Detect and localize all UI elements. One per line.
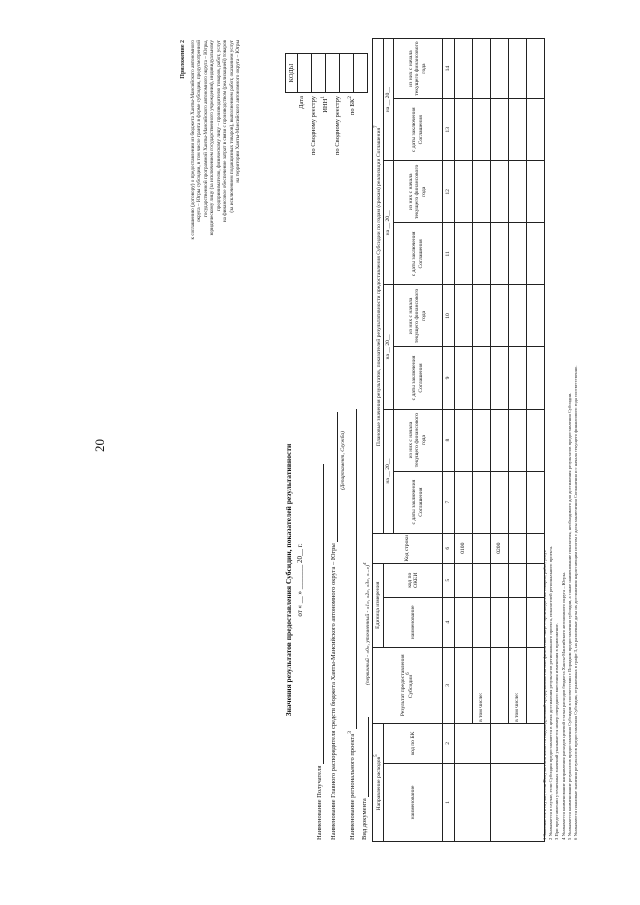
footnotes (542, 40, 579, 840)
date-label: Дата (298, 96, 305, 109)
project-field (347, 409, 357, 840)
document-date: от « __ » _______ 20__ г. (296, 543, 304, 617)
cell (490, 763, 544, 841)
footnote: 1 Заполняется в случае, если Получателем является индивидуальный предприниматель или физическое лицо – производитель товаров, работ, услуг. (542, 549, 547, 840)
table-row (454, 39, 472, 842)
cell (454, 347, 472, 409)
appendix-line: государственной программой Ханты-Мансийского автономного округа – Югры, (202, 40, 209, 218)
registry2-label: по Сводному реестру (334, 96, 341, 156)
recipient-field (316, 464, 324, 840)
column-number-row (442, 39, 454, 842)
cell (490, 471, 508, 533)
bk-label (347, 96, 357, 115)
table-row (490, 39, 508, 842)
period-header: на __ 20__ (384, 39, 393, 161)
direction-header-text: Направление расходов (375, 756, 382, 811)
cell (472, 597, 490, 647)
cell (454, 223, 472, 285)
cell (454, 99, 472, 161)
column-number: 5 (442, 563, 454, 597)
cell (472, 161, 490, 223)
period-sub-header: с даты заключения Соглашения (393, 223, 442, 285)
cell (508, 161, 526, 223)
period-sub-header: из них с начала текущего финансового года (393, 161, 442, 223)
cell (454, 763, 490, 841)
cell (490, 409, 508, 471)
cell (454, 471, 472, 533)
line-code-header: Код строки (373, 533, 443, 563)
column-number: 1 (442, 763, 454, 841)
cell (472, 347, 490, 409)
footnote: 4 Указывается наименование направления расходов целевой статьи расходов бюджета Ханты-Мансийского автономного округа – Югры. (560, 572, 566, 840)
column-number: 9 (442, 347, 454, 409)
inn-text: ИНН (322, 98, 330, 113)
cell (472, 563, 490, 597)
appendix-line: округа – Югры субсидии, в том числе гранта в форме субсидии, предусмотренной (196, 40, 202, 223)
cell (472, 409, 490, 471)
inn-label (320, 96, 330, 113)
cell (508, 563, 526, 597)
column-number: 7 (442, 471, 454, 533)
cell (508, 409, 526, 471)
appendix-line: предпринимателю, физическому лицу – производителю товаров, работ, услуг (215, 40, 222, 211)
bk-text: по БК (349, 98, 357, 116)
column-number: 11 (442, 223, 454, 285)
column-number: 6 (442, 533, 454, 563)
code-cell-registry2 (340, 54, 354, 93)
column-number: 10 (442, 285, 454, 347)
column-number: 2 (442, 723, 454, 763)
cell (508, 597, 526, 647)
cell (490, 597, 508, 647)
doc-type-label: Вид документа (361, 798, 368, 840)
direction-header (373, 723, 384, 841)
period-sub-header: с даты заключения Соглашения (393, 471, 442, 533)
recipient-blank (323, 464, 324, 764)
inn-footnote-mark: 1 (320, 96, 326, 99)
period-sub-header: из них с начала текущего финансового года (393, 409, 442, 471)
result-cell (454, 647, 472, 723)
line-code-cell: 0100 (454, 533, 472, 563)
appendix-title: Приложение 2 (180, 40, 186, 79)
doc-type-field (361, 717, 369, 840)
cell (454, 285, 472, 347)
unit-header: Единица измерения (373, 563, 384, 647)
cell (508, 471, 526, 533)
manager-blank (337, 412, 338, 542)
result-footnote-mark: 6 (406, 672, 412, 675)
line-code-cell (508, 533, 526, 563)
unit-okei-header: код по ОКЕИ (384, 563, 442, 597)
manager-field (330, 412, 338, 840)
column-number: 12 (442, 161, 454, 223)
appendix-line: к соглашению (договору) о предоставлении из бюджета Ханты-Мансийского автономного (189, 40, 196, 240)
cell (454, 409, 472, 471)
direction-name-header: наименование (384, 763, 442, 841)
period-sub-header: из них с начала текущего финансового года (393, 285, 442, 347)
column-number: 3 (442, 647, 454, 723)
code-cell-inn (326, 54, 340, 93)
project-label: Наименование регионального проекта (349, 733, 357, 840)
result-cell: в том числе: (472, 647, 490, 723)
document-title: Значения результатов предоставления Субсидии, показателей результативности (284, 443, 293, 717)
code-cell-registry (312, 54, 326, 93)
footnote: 3 При представлении уточненных значений указывается номер очередного внесения изменения в приложение. (554, 623, 560, 840)
result-cell (490, 647, 508, 723)
cell (454, 563, 472, 597)
doc-type-hint-mark: 4 (362, 562, 367, 565)
result-header (373, 647, 443, 723)
planned-header-text: Плановые значения результатов, показателей результативности предоставления Субсидии по годам (срокам) реализации Соглашения (375, 127, 382, 447)
cell (490, 347, 508, 409)
cell (454, 39, 472, 99)
doc-type-blank (368, 717, 369, 797)
cell (490, 223, 508, 285)
cell (490, 723, 544, 763)
direction-footnote-mark: 5 (374, 754, 379, 757)
doc-type-hint (362, 563, 371, 685)
appendix-line: на финансовое обеспечение затрат в связи с производством (реализацией) товаров (222, 40, 228, 223)
footnote: 6 Указываются плановые значения результатов предоставления Субсидии, отраженных в графе 3, на различные даты их достижения нарастающим итогом с даты заключения Соглашения и с начала текущего финансового года соответственно. (572, 365, 578, 840)
period-header: на __ 20__ (384, 161, 393, 285)
cell (472, 223, 490, 285)
table-row (472, 39, 490, 842)
bk-footnote-mark: 2 (347, 96, 353, 99)
cell (508, 347, 526, 409)
codes-header: КОДЫ (286, 54, 298, 93)
results-table (372, 38, 545, 842)
line-code-cell: 0200 (490, 533, 508, 563)
table-row (508, 39, 526, 842)
period-header: на __ 20__ (384, 409, 393, 533)
registry-label: по Сводному реестру (310, 96, 317, 156)
result-cell: в том числе: (508, 647, 526, 723)
period-sub-header: с даты заключения Соглашения (393, 99, 442, 161)
project-blank (356, 409, 357, 729)
doc-type-hint-text: (первичный - «0», уточненный - «1», «2», «3», «...») (364, 564, 371, 685)
cell (508, 223, 526, 285)
appendix-line: юридическому лицу (за исключением государственного учреждения), индивидуальному (209, 40, 215, 236)
cell (490, 563, 508, 597)
column-number: 14 (442, 39, 454, 99)
cell (454, 161, 472, 223)
cell (472, 39, 490, 99)
recipient-label: Наименование Получателя (316, 765, 323, 840)
cell (490, 99, 508, 161)
appendix-line: на территории Ханты-Мансийского автономного округа – Югры (235, 40, 241, 183)
cell (508, 285, 526, 347)
rotated-landscape-sheet (172, 30, 640, 850)
planned-header (373, 39, 384, 534)
cell (454, 723, 490, 763)
line-code-cell (472, 533, 490, 563)
appendix-line: (за исключением подакцизных товаров), выполнением работ, оказанием услуг (228, 40, 235, 213)
period-header: на __ 20__ (384, 285, 393, 409)
footnote: 5 Указывается наименование результатов предоставления Субсидии в соответствии с Порядком предоставления субсидии, а также наименование показателя, необходимого для достижения результатов предоставления Субсидии. (566, 392, 572, 840)
cell (472, 471, 490, 533)
cell (472, 99, 490, 161)
period-sub-header: из них с начала текущего финансового года (393, 39, 442, 99)
appendix-header (180, 40, 242, 350)
manager-label: Наименование Главного распорядителя средств бюджета Ханты-Мансийского автономного округа – Югры (330, 543, 337, 840)
footnote: 2 Указывается в случае, если Субсидия предоставляется в целях достижения результатов регионального проекта, показателей регионального проекта. (548, 545, 554, 840)
cell (508, 39, 526, 99)
dept-hint: (Департамент, Служба) (340, 431, 346, 490)
codes-box (285, 53, 368, 93)
unit-name-header: наименование (384, 597, 442, 647)
column-number: 8 (442, 409, 454, 471)
cell (508, 99, 526, 161)
code-cell-bk (354, 54, 368, 93)
direction-bk-header: код по БК (384, 723, 442, 763)
result-header-text: Результат предоставления Субсидии (400, 654, 415, 717)
planned-footnote-mark: 7 (374, 125, 379, 128)
cell (454, 597, 472, 647)
page-number: 20 (92, 439, 107, 452)
column-number: 4 (442, 597, 454, 647)
code-cell-date (298, 54, 312, 93)
project-footnote-mark: 3 (347, 731, 353, 734)
cell (490, 39, 508, 99)
cell (490, 161, 508, 223)
cell (472, 285, 490, 347)
period-sub-header: с даты заключения Соглашения (393, 347, 442, 409)
column-number: 13 (442, 99, 454, 161)
cell (490, 285, 508, 347)
